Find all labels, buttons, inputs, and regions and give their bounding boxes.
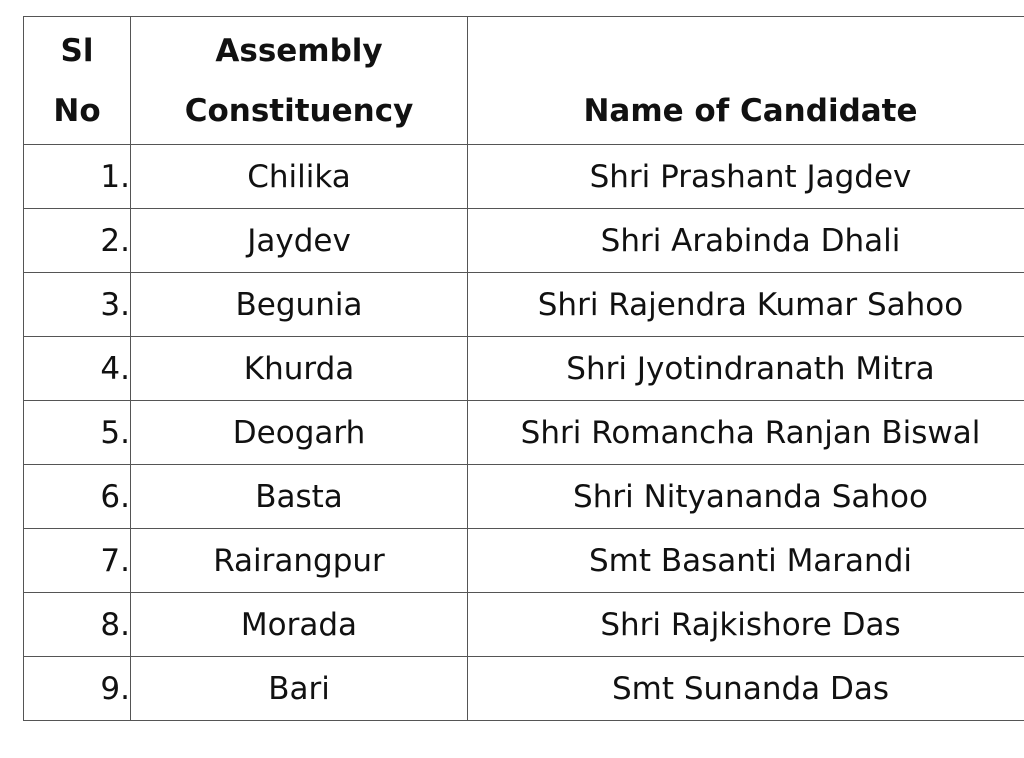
candidate-name: Shri Prashant Jagdev	[589, 158, 912, 195]
candidate-cell	[468, 657, 1024, 721]
candidate-name: Smt Basanti Marandi	[589, 542, 912, 579]
header-name-of-candidate	[468, 17, 1024, 145]
header-row	[24, 17, 1024, 145]
table-row	[24, 209, 1024, 273]
table-body	[24, 145, 1024, 721]
header-sl-no	[24, 17, 131, 145]
table-row	[24, 657, 1024, 721]
table-row	[24, 529, 1024, 593]
table-row	[24, 465, 1024, 529]
header-ac-line2: Constituency	[184, 92, 414, 129]
header-name-label: Name of Candidate	[583, 92, 918, 129]
constituency-cell: Basta	[131, 465, 468, 529]
candidates-table	[23, 16, 1024, 721]
constituency-cell: Deogarh	[131, 401, 468, 465]
candidate-name: Shri Arabinda Dhali	[600, 222, 901, 259]
header-ac-line1: Assembly	[215, 32, 383, 69]
sl-no-cell: 5.	[24, 401, 131, 465]
header-assembly-constituency	[131, 17, 468, 145]
candidate-cell	[468, 337, 1024, 401]
table-header	[24, 17, 1024, 145]
constituency-cell: Chilika	[131, 145, 468, 209]
sl-no-cell: 9.	[24, 657, 131, 721]
sl-no-cell: 2.	[24, 209, 131, 273]
table-row	[24, 593, 1024, 657]
candidate-cell	[468, 529, 1024, 593]
candidate-name: Shri Rajkishore Das	[600, 606, 901, 643]
sl-no-cell: 3.	[24, 273, 131, 337]
candidate-name: Shri Nityananda Sahoo	[573, 478, 928, 515]
sl-no-cell: 6.	[24, 465, 131, 529]
constituency-cell: Morada	[131, 593, 468, 657]
sl-no-cell: 7.	[24, 529, 131, 593]
table-row	[24, 337, 1024, 401]
constituency-cell: Jaydev	[131, 209, 468, 273]
candidate-cell	[468, 145, 1024, 209]
sl-no-cell: 4.	[24, 337, 131, 401]
sl-no-cell: 1.	[24, 145, 131, 209]
candidate-cell	[468, 401, 1024, 465]
candidate-cell	[468, 465, 1024, 529]
candidate-name: Shri Romancha Ranjan Biswal	[520, 414, 981, 451]
candidate-name: Smt Sunanda Das	[611, 670, 890, 707]
candidate-cell	[468, 209, 1024, 273]
header-sl-line1: Sl	[60, 32, 94, 69]
candidate-name: Shri Jyotindranath Mitra	[566, 350, 935, 387]
table-row	[24, 401, 1024, 465]
table-row	[24, 145, 1024, 209]
candidate-cell	[468, 273, 1024, 337]
constituency-cell: Khurda	[131, 337, 468, 401]
constituency-cell: Bari	[131, 657, 468, 721]
table-row	[24, 273, 1024, 337]
candidate-name: Shri Rajendra Kumar Sahoo	[537, 286, 964, 323]
candidate-cell	[468, 593, 1024, 657]
constituency-cell: Rairangpur	[131, 529, 468, 593]
sl-no-cell: 8.	[24, 593, 131, 657]
constituency-cell: Begunia	[131, 273, 468, 337]
header-sl-line2: No	[53, 92, 101, 129]
